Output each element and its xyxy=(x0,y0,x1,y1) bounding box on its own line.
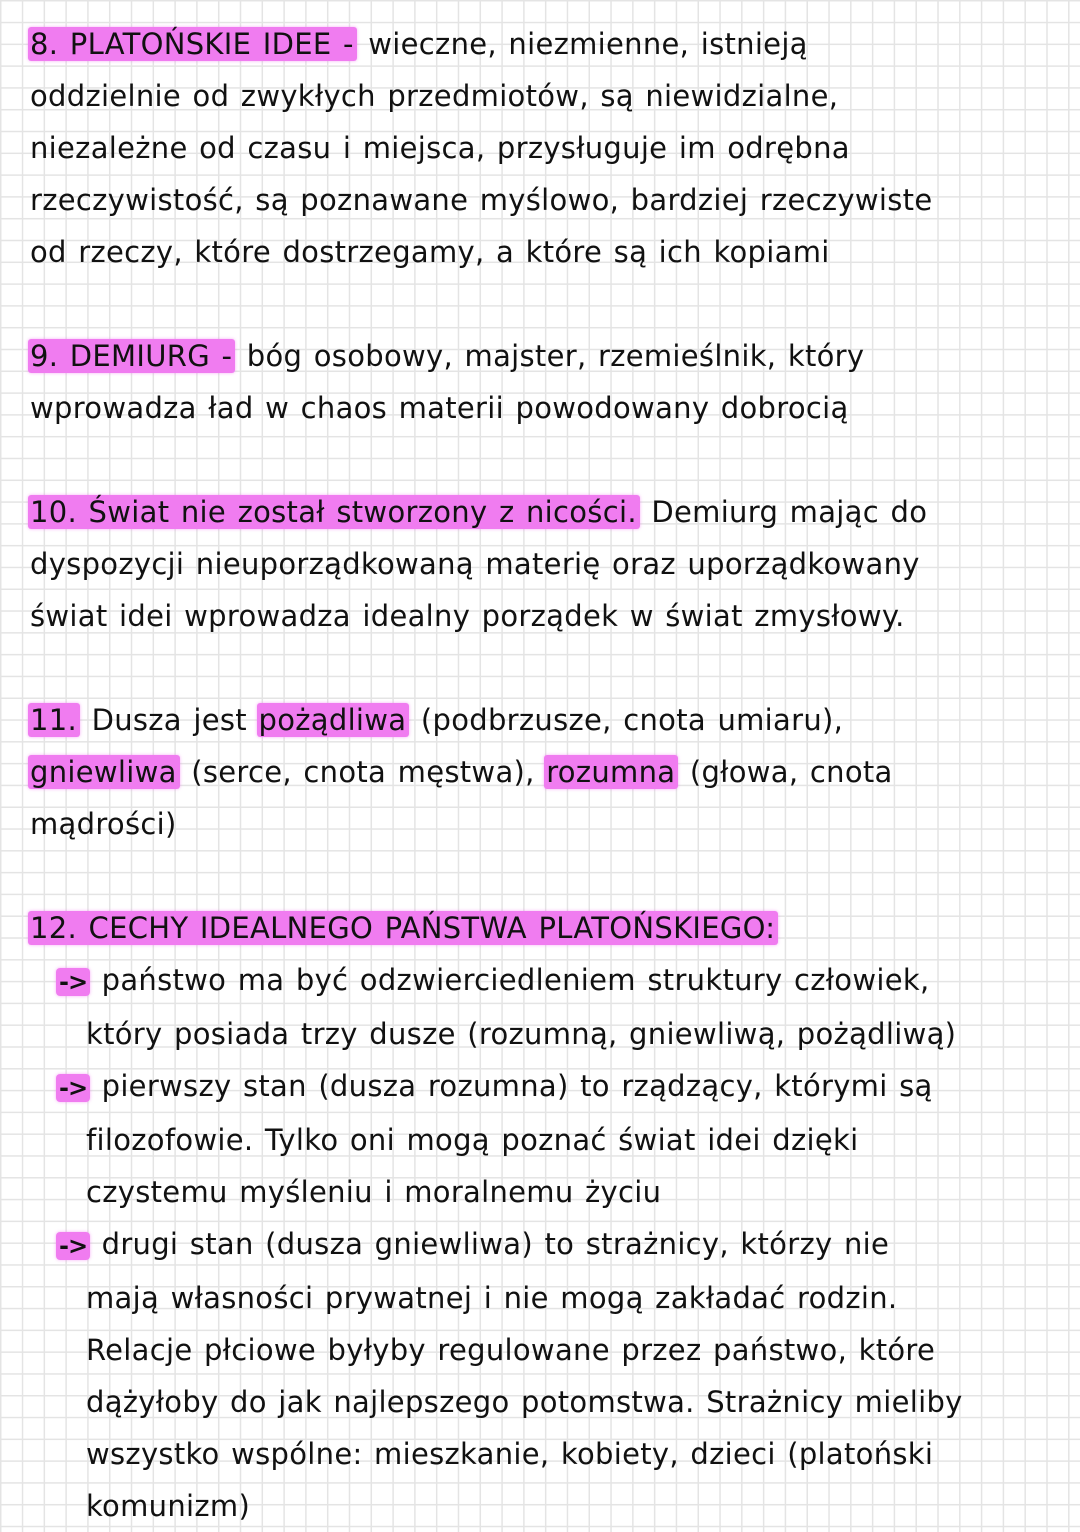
text-segment: pierwszy stan (dusza rozumna) to rządzący, którymi są xyxy=(101,1069,933,1103)
text-line: niezależne od czasu i miejsca, przysługuje im odrębna xyxy=(30,131,850,165)
text-line: wszystko wspólne: mieszkanie, kobiety, dzieci (platoński xyxy=(86,1437,934,1471)
highlighted-heading: 9. DEMIURG - xyxy=(28,339,235,373)
text-segment: (serce, cnota męstwa), xyxy=(191,755,535,789)
arrow-icon: -> xyxy=(56,1074,90,1102)
highlighted-term-spirited: gniewliwa xyxy=(28,755,180,789)
highlighted-heading: 8. PLATOŃSKIE IDEE - xyxy=(28,27,357,61)
highlighted-number: 11. xyxy=(28,703,80,737)
text-segment: Dusza jest xyxy=(91,703,247,737)
highlighted-term-appetitive: pożądliwa xyxy=(257,703,410,737)
text-line: mają własności prywatnej i nie mogą zakładać rodzin. xyxy=(86,1281,898,1315)
text-segment: (głowa, cnota xyxy=(689,755,893,789)
text-line xyxy=(30,330,1070,382)
text-line: mądrości) xyxy=(30,807,177,841)
bullet-item xyxy=(30,1218,1070,1532)
text-line xyxy=(30,746,1070,798)
notes-page xyxy=(30,18,1070,1532)
text-line: komunizm) xyxy=(86,1489,251,1523)
section-world-creation xyxy=(30,486,1070,642)
text-line: Relacje płciowe byłyby regulowane przez państwo, które xyxy=(86,1333,936,1367)
text-line xyxy=(56,1060,1070,1114)
text-segment: drugi stan (dusza gniewliwa) to strażnicy, którzy nie xyxy=(101,1227,890,1261)
text-segment: państwo ma być odzwierciedleniem struktury człowiek, xyxy=(101,963,930,997)
text-line xyxy=(30,694,1070,746)
text-line: wprowadza ład w chaos materii powodowany dobrocią xyxy=(30,391,849,425)
text-line xyxy=(56,954,1070,1008)
text-line: dyspozycji nieuporządkowaną materię oraz uporządkowany xyxy=(30,547,920,581)
text-line xyxy=(56,1218,1070,1272)
bullet-item xyxy=(30,954,1070,1060)
highlighted-term-rational: rozumna xyxy=(544,755,678,789)
section-soul xyxy=(30,694,1070,850)
text-line: świat idei wprowadza idealny porządek w świat zmysłowy. xyxy=(30,599,905,633)
text-line: rzeczywistość, są poznawane myślowo, bardziej rzeczywiste xyxy=(30,183,933,217)
text-line: oddzielnie od zwykłych przedmiotów, są niewidzialne, xyxy=(30,79,839,113)
text-segment: Demiurg mając do xyxy=(651,495,928,529)
text-segment: (podbrzusze, cnota umiaru), xyxy=(420,703,844,737)
highlighted-heading: 10. Świat nie został stworzony z nicości. xyxy=(28,495,640,529)
text-line: od rzeczy, które dostrzegamy, a które są ich kopiami xyxy=(30,235,830,269)
text-line xyxy=(30,486,1070,538)
text-line xyxy=(30,18,1070,70)
text-line: dążyłoby do jak najlepszego potomstwa. Strażnicy mieliby xyxy=(86,1385,963,1419)
bullet-item xyxy=(30,1060,1070,1218)
text-line: filozofowie. Tylko oni mogą poznać świat idei dzięki xyxy=(86,1123,859,1157)
arrow-icon: -> xyxy=(56,1232,90,1260)
arrow-icon: -> xyxy=(56,968,90,996)
highlighted-heading: 12. CECHY IDEALNEGO PAŃSTWA PLATOŃSKIEGO: xyxy=(28,911,778,945)
text-line xyxy=(30,902,1070,954)
section-demiurge xyxy=(30,330,1070,434)
text-segment: bóg osobowy, majster, rzemieślnik, który xyxy=(246,339,865,373)
text-line: który posiada trzy dusze (rozumną, gniewliwą, pożądliwą) xyxy=(86,1017,957,1051)
text-segment: wieczne, niezmienne, istnieją xyxy=(368,27,808,61)
section-ideal-state xyxy=(30,902,1070,1532)
section-platonic-ideas xyxy=(30,18,1070,278)
text-line: czystemu myśleniu i moralnemu życiu xyxy=(86,1175,662,1209)
